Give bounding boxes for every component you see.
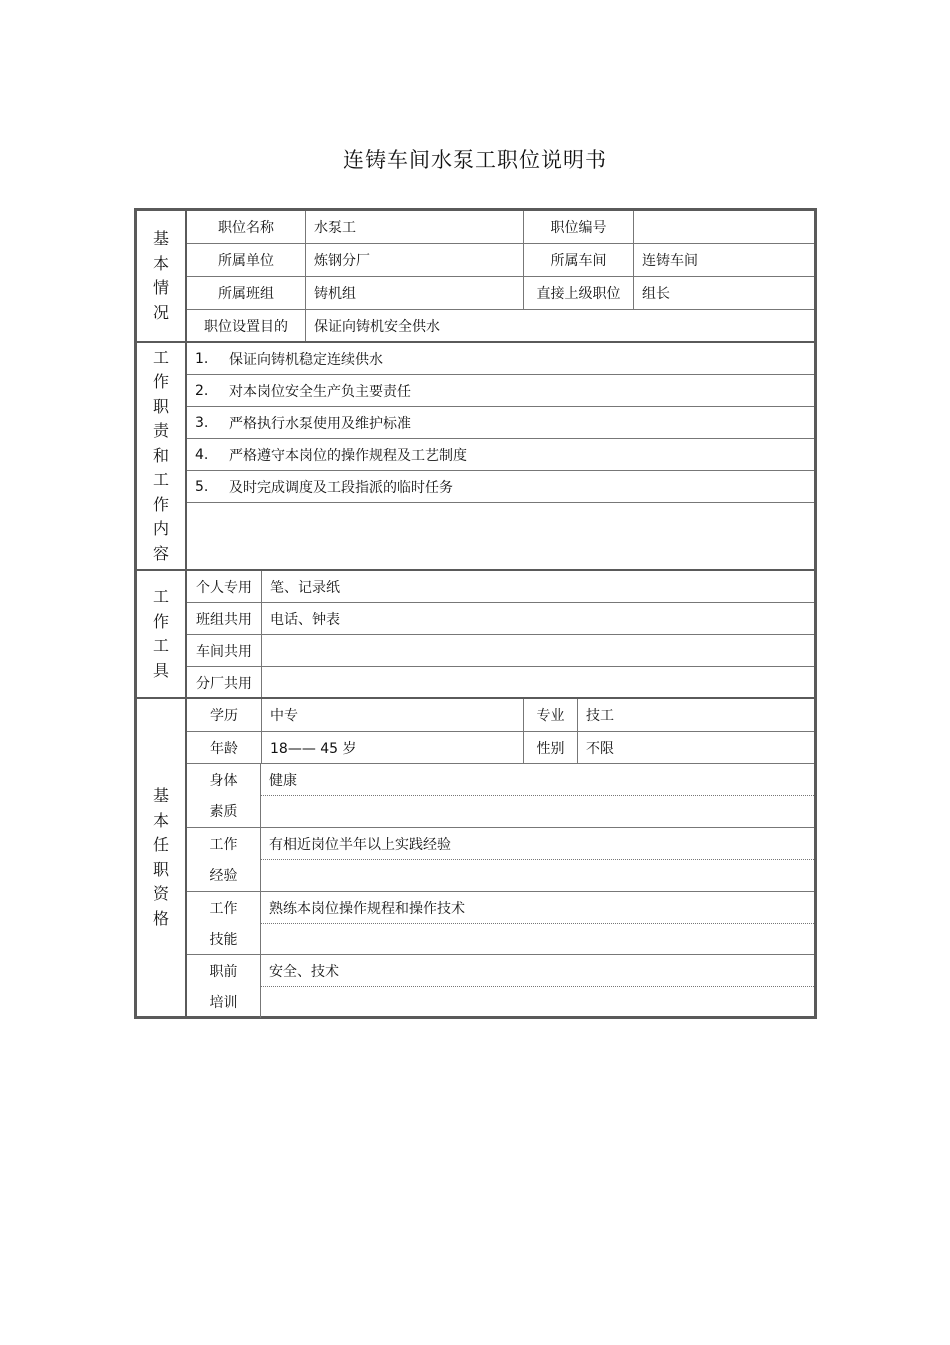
experience-value: 有相近岗位半年以上实践经验 bbox=[261, 828, 814, 860]
skill-label: 工作 技能 bbox=[187, 892, 261, 955]
workshop-value: 连铸车间 bbox=[633, 244, 814, 276]
workshop-label: 所属车间 bbox=[523, 244, 633, 276]
duty-number: 4. bbox=[195, 446, 209, 463]
age-value: 18—— 45 岁 bbox=[261, 732, 523, 763]
duty-item bbox=[187, 343, 814, 375]
basic-info-label: 基本情况 bbox=[152, 229, 169, 322]
duties-label: 工作职责和工作内容 bbox=[152, 347, 169, 563]
gender-value: 不限 bbox=[577, 732, 814, 763]
skill-blank bbox=[261, 924, 814, 955]
skill-value: 熟练本岗位操作规程和操作技术 bbox=[261, 892, 814, 924]
health-value: 健康 bbox=[261, 764, 814, 796]
duty-number: 1. bbox=[195, 350, 209, 367]
purpose-value: 保证向铸机安全供水 bbox=[305, 310, 814, 341]
duty-text: 对本岗位安全生产负主要责任 bbox=[229, 383, 411, 400]
tool-scope-label: 班组共用 bbox=[196, 611, 252, 628]
age-row bbox=[187, 732, 814, 764]
superior-label: 直接上级职位 bbox=[523, 277, 633, 309]
basic-row-3 bbox=[187, 277, 814, 310]
position-name-label: 职位名称 bbox=[218, 220, 274, 236]
tool-value: 笔、记录纸 bbox=[261, 571, 814, 602]
tool-row bbox=[187, 571, 814, 603]
qualifications-section bbox=[137, 697, 814, 1016]
tool-value: 电话、钟表 bbox=[261, 603, 814, 634]
training-blank bbox=[261, 987, 814, 1018]
duty-item bbox=[187, 407, 814, 439]
experience-blank bbox=[261, 860, 814, 892]
age-label: 年龄 bbox=[210, 740, 238, 757]
unit-value: 炼钢分厂 bbox=[305, 244, 523, 276]
duty-text: 严格遵守本岗位的操作规程及工艺制度 bbox=[229, 447, 467, 464]
basic-row-4 bbox=[187, 310, 814, 341]
superior-value: 组长 bbox=[633, 277, 814, 309]
purpose-label: 职位设置目的 bbox=[204, 318, 288, 335]
experience-label: 工作 经验 bbox=[187, 828, 261, 892]
tool-scope-label: 分厂共用 bbox=[196, 676, 252, 692]
duty-number: 5. bbox=[195, 478, 209, 495]
duty-blank-row bbox=[187, 503, 814, 571]
tool-value bbox=[261, 667, 814, 699]
duty-number: 2. bbox=[195, 382, 209, 399]
education-value: 中专 bbox=[261, 699, 523, 731]
qualifications-label: 基本任职资格 bbox=[152, 786, 169, 928]
basic-row-1 bbox=[187, 211, 814, 244]
tool-scope-label: 车间共用 bbox=[196, 643, 252, 660]
training-label: 职前 培训 bbox=[187, 955, 261, 1018]
tools-label: 工作工具 bbox=[152, 587, 169, 680]
duty-text: 保证向铸机稳定连续供水 bbox=[229, 351, 383, 368]
duty-item bbox=[187, 439, 814, 471]
gender-label: 性别 bbox=[523, 732, 577, 763]
document-title: 连铸车间水泵工职位说明书 bbox=[343, 148, 607, 172]
job-description-form bbox=[134, 208, 817, 1019]
duties-section bbox=[137, 341, 814, 569]
education-label: 学历 bbox=[210, 708, 238, 724]
training-value: 安全、技术 bbox=[261, 955, 814, 987]
unit-label: 所属单位 bbox=[218, 253, 274, 269]
health-blank bbox=[261, 796, 814, 828]
tool-row bbox=[187, 635, 814, 667]
duty-item bbox=[187, 375, 814, 407]
health-label: 身体 素质 bbox=[187, 764, 261, 828]
tool-scope-label: 个人专用 bbox=[196, 579, 252, 596]
education-row bbox=[187, 699, 814, 732]
tools-section bbox=[137, 569, 814, 697]
duty-item bbox=[187, 471, 814, 503]
basic-row-2 bbox=[187, 244, 814, 277]
duty-number: 3. bbox=[195, 414, 209, 431]
tool-value bbox=[261, 635, 814, 666]
major-label: 专业 bbox=[523, 699, 577, 731]
team-value: 铸机组 bbox=[305, 277, 523, 309]
major-value: 技工 bbox=[577, 699, 814, 731]
tool-row bbox=[187, 603, 814, 635]
position-name-value: 水泵工 bbox=[305, 211, 523, 243]
basic-info-section bbox=[137, 211, 814, 341]
position-no-label: 职位编号 bbox=[523, 211, 633, 243]
duty-text: 及时完成调度及工段指派的临时任务 bbox=[229, 479, 453, 496]
position-no-value bbox=[633, 211, 814, 243]
duty-text: 严格执行水泵使用及维护标准 bbox=[229, 415, 411, 432]
tool-row bbox=[187, 667, 814, 699]
team-label: 所属班组 bbox=[218, 286, 274, 302]
